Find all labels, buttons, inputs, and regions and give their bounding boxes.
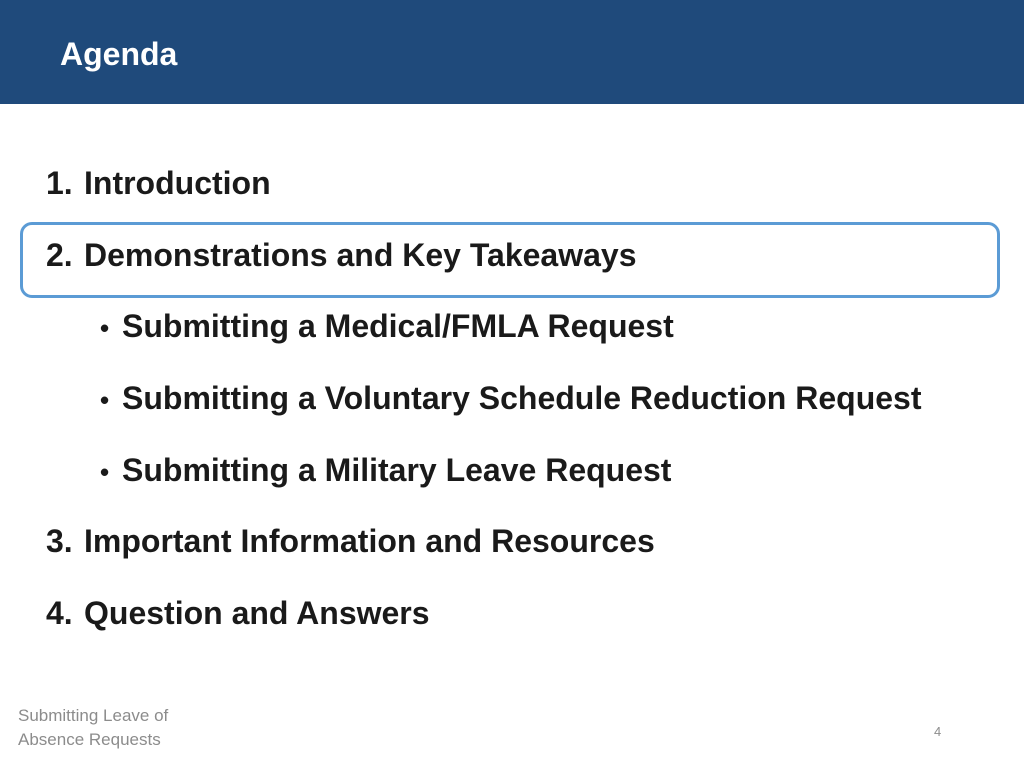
agenda-item-number: 3. [46,523,73,559]
agenda-item-number: 4. [46,595,73,631]
agenda-item-number: 1. [46,165,73,201]
page-number: 4 [934,724,942,739]
agenda-item-introduction [46,163,271,203]
bullet-icon: • [100,385,110,415]
slide-header [0,0,1024,104]
agenda-subitem-label: Submitting a Military Leave Request [122,452,672,488]
slide-title: Agenda [60,36,178,72]
agenda-subitem-medical-fmla [100,306,674,348]
agenda-item-label: Introduction [84,165,271,201]
agenda-item-label: Important Information and Resources [84,523,655,559]
agenda-subitem-voluntary-schedule-reduction [100,378,921,420]
footer-title: Submitting Leave of Absence Requests [18,706,169,749]
agenda-subitem-label: Submitting a Voluntary Schedule Reduction Request [122,380,922,416]
agenda-item-label: Demonstrations and Key Takeaways [84,237,637,273]
bullet-icon: • [100,457,110,487]
agenda-item-label: Question and Answers [84,595,430,631]
agenda-item-questions [46,593,430,633]
agenda-item-number: 2. [46,237,73,273]
agenda-item-demonstrations [46,235,637,275]
agenda-subitem-military-leave [100,450,671,492]
bullet-icon: • [100,313,110,343]
agenda-subitem-label: Submitting a Medical/FMLA Request [122,308,674,344]
agenda-item-important-information [46,521,655,561]
